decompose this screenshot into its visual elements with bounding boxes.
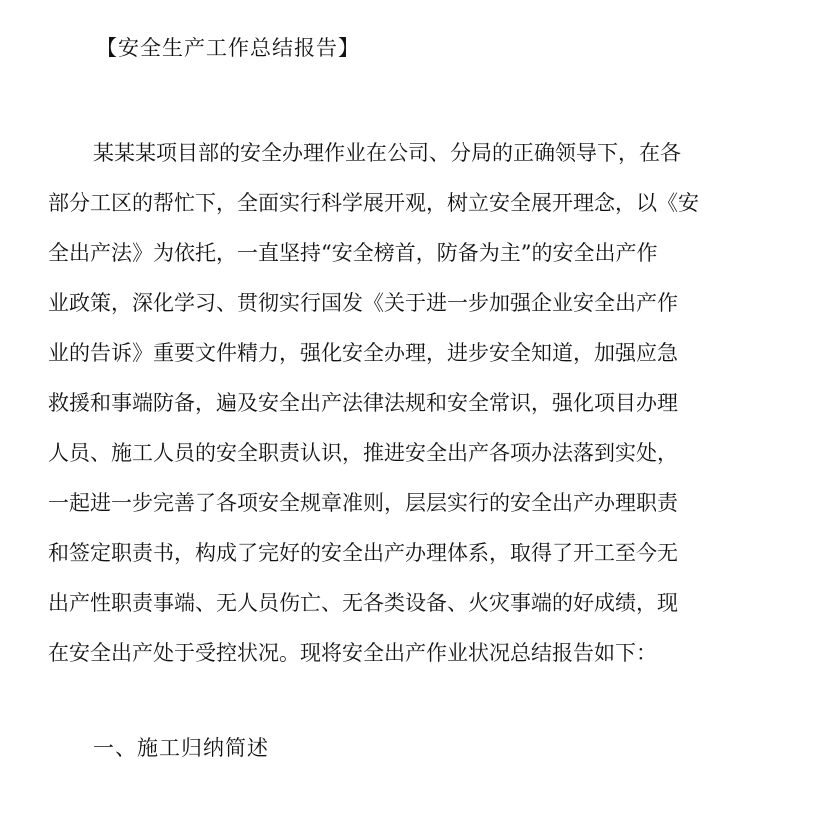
paragraph-line: 某某某项目部的安全办理作业在公司、分局的正确领导下，在各 bbox=[93, 141, 681, 165]
paragraph-line: 一起进一步完善了各项安全规章准则，层层实行的安全出产办理职责 bbox=[48, 491, 678, 515]
paragraph-line: 出产性职责事端、无人员伤亡、无各类设备、火灾事端的好成绩，现 bbox=[48, 591, 678, 615]
document-title: 【安全生产工作总结报告】 bbox=[96, 36, 360, 60]
paragraph-line: 和签定职责书，构成了完好的安全出产办理体系，取得了开工至今无 bbox=[48, 541, 678, 565]
paragraph-line: 全出产法》为依托，一直坚持“安全榜首，防备为主”的安全出产作 bbox=[48, 241, 658, 265]
body-paragraph bbox=[48, 128, 728, 678]
paragraph-line: 部分工区的帮忙下，全面实行科学展开观，树立安全展开理念，以《安 bbox=[48, 191, 699, 215]
paragraph-line: 人员、施工人员的安全职责认识，推进安全出产各项办法落到实处， bbox=[48, 441, 678, 465]
paragraph-line: 在安全出产处于受控状况。现将安全出产作业状况总结报告如下： bbox=[48, 641, 657, 665]
section-heading: 一、施工归纳简述 bbox=[93, 736, 269, 760]
paragraph-line: 救援和事端防备，遍及安全出产法律法规和安全常识，强化项目办理 bbox=[48, 391, 678, 415]
paragraph-line: 业的告诉》重要文件精力，强化安全办理，进步安全知道，加强应急 bbox=[48, 341, 678, 365]
paragraph-line: 业政策，深化学习、贯彻实行国发《关于进一步加强企业安全出产作 bbox=[48, 291, 678, 315]
